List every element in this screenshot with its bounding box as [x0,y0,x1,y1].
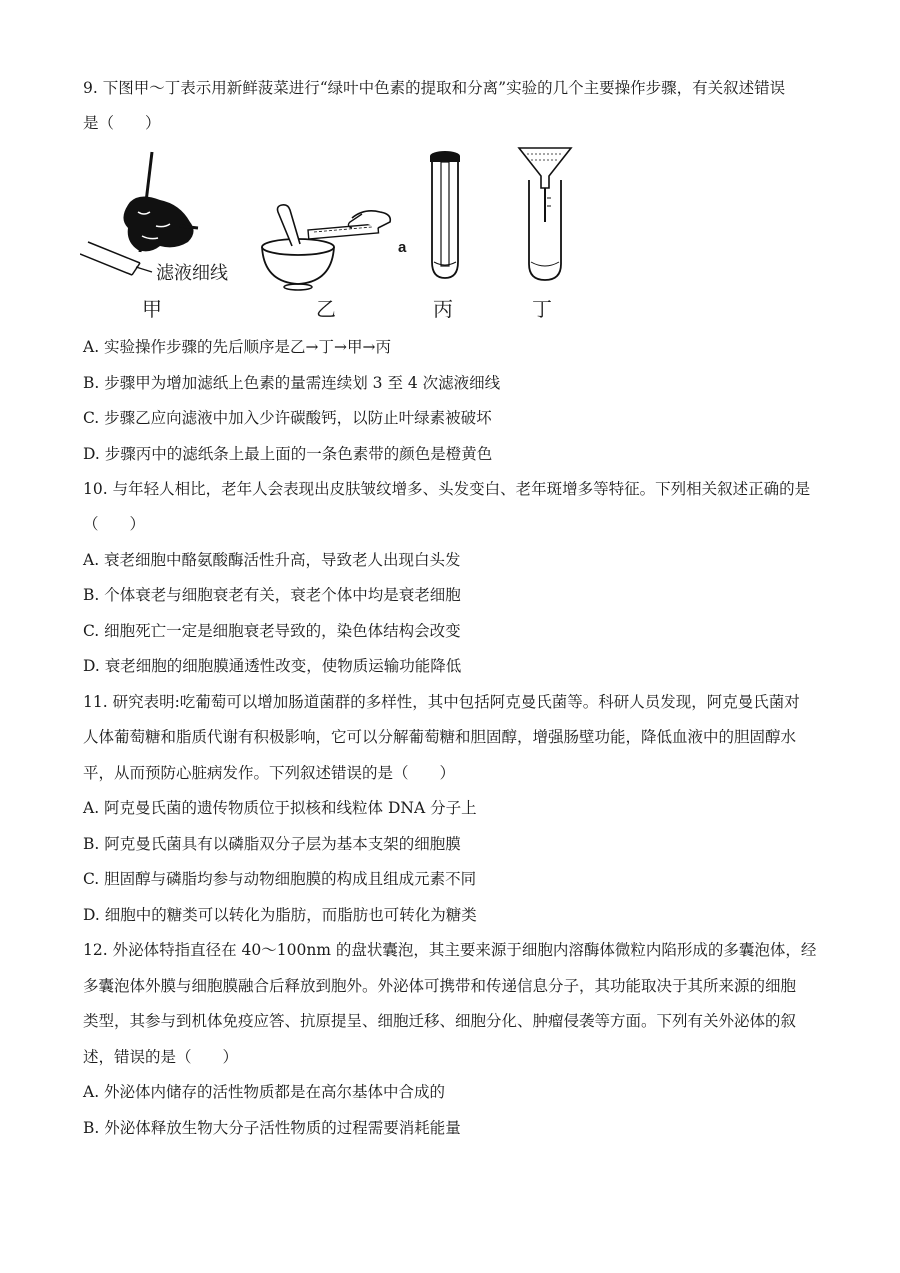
q11-stem-line-2: 人体葡萄糖和脂质代谢有积极影响，它可以分解葡萄糖和胆固醇，增强肠壁功能，降低血液中的胆固醇水 [83,728,797,746]
q10-stem-line-2: （ ） [83,515,146,533]
figure-label-jia: 甲 [142,297,162,321]
q12-stem-line-4: 述，错误的是（ ） [83,1048,239,1066]
q10-option-c: C. 细胞死亡一定是细胞衰老导致的，染色体结构会改变 [83,622,461,640]
figure-note-filter-line: 滤液细线 [156,263,228,284]
figure-yi-mortar [252,142,402,292]
q9-option-c: C. 步骤乙应向滤液中加入少许碳酸钙，以防止叶绿素被破坏 [83,409,492,427]
q11-stem-line-3: 平，从而预防心脏病发作。下列叙述错误的是（ ） [83,764,456,782]
figure-label-bing: 丙 [433,297,453,321]
figure-marker-a: a [398,239,407,256]
q11-stem-line-1: 11. 研究表明:吃葡萄可以增加肠道菌群的多样性，其中包括阿克曼氏菌等。科研人员发现，阿克曼氏菌对 [83,693,800,711]
q9-figure [80,142,600,327]
q12-stem-line-1: 12. 外泌体特指直径在 40～100nm 的盘状囊泡，其主要来源于细胞内溶酶体微粒内陷形成的多囊泡体，经 [83,941,817,959]
figure-label-yi: 乙 [316,297,336,321]
q12-option-a: A. 外泌体内储存的活性物质都是在高尔基体中合成的 [83,1083,446,1101]
q10-option-b: B. 个体衰老与细胞衰老有关，衰老个体中均是衰老细胞 [83,586,461,604]
q11-option-d: D. 细胞中的糖类可以转化为脂肪，而脂肪也可转化为糖类 [83,906,477,924]
q12-stem-line-2: 多囊泡体外膜与细胞膜融合后释放到胞外。外泌体可携带和传递信息分子，其功能取决于其所来源的细胞 [83,977,797,995]
q12-stem-line-3: 类型，其参与到机体免疫应答、抗原提呈、细胞迁移、细胞分化、肿瘤侵袭等方面。下列有关外泌体的叙 [83,1012,797,1030]
q10-option-a: A. 衰老细胞中酪氨酸酶活性升高，导致老人出现白头发 [83,551,461,569]
figure-ding-funnel [515,142,575,292]
q12-option-b: B. 外泌体释放生物大分子活性物质的过程需要消耗能量 [83,1119,461,1137]
q9-option-a: A. 实验操作步骤的先后顺序是乙→丁→甲→丙 [83,338,392,356]
q11-option-a: A. 阿克曼氏菌的遗传物质位于拟核和线粒体 DNA 分子上 [83,799,477,817]
q10-stem-line-1: 10. 与年轻人相比，老年人会表现出皮肤皱纹增多、头发变白、老年斑增多等特征。下列相关叙述正确的是 [83,480,811,498]
q9-stem-line-2: 是（ ） [83,114,161,132]
figure-bing-tube [420,142,470,292]
figure-label-ding: 丁 [532,297,552,321]
q9-stem-line-1: 9. 下图甲～丁表示用新鲜菠菜进行“绿叶中色素的提取和分离”实验的几个主要操作步骤，有关叙述错误 [83,79,786,97]
q10-option-d: D. 衰老细胞的细胞膜通透性改变，使物质运输功能降低 [83,657,462,675]
q9-option-b: B. 步骤甲为增加滤纸上色素的量需连续划 3 至 4 次滤液细线 [83,374,501,392]
q9-option-d: D. 步骤丙中的滤纸条上最上面的一条色素带的颜色是橙黄色 [83,445,493,463]
q11-option-b: B. 阿克曼氏菌具有以磷脂双分子层为基本支架的细胞膜 [83,835,461,853]
q11-option-c: C. 胆固醇与磷脂均参与动物细胞膜的构成且组成元素不同 [83,870,477,888]
